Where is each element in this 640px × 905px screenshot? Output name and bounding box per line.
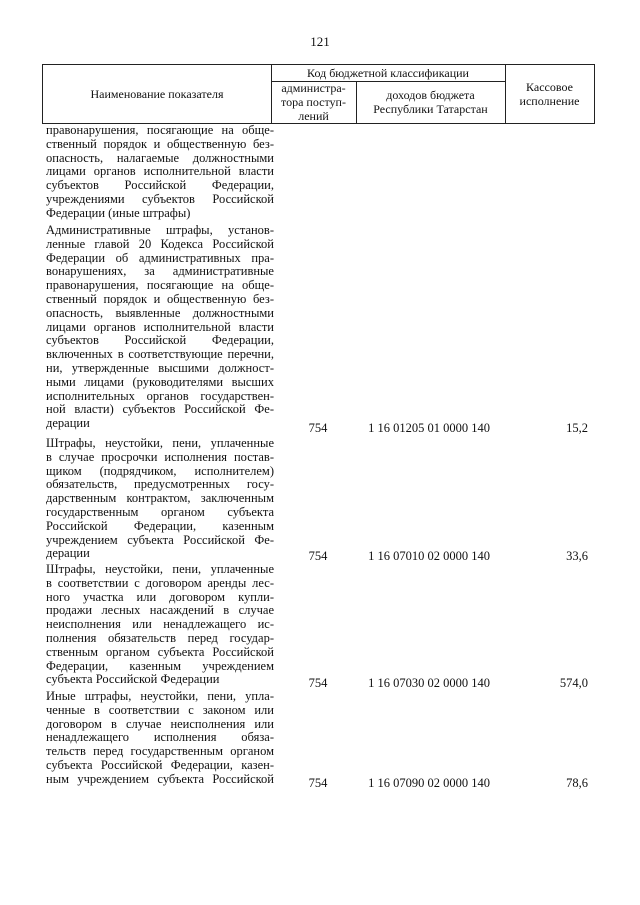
row-text-line: договором в случае неисполнения или (46, 716, 274, 731)
row-admin-code: 754 (308, 676, 328, 690)
row-text-line: Федерации (иные штрафы) (46, 205, 191, 220)
row-amount: 15,2 (566, 421, 588, 435)
row-text-line: продажи лесных насаждений в случае (46, 603, 274, 618)
header-admin-line2: тора поступ- (281, 95, 346, 109)
header-admin-line3: лений (298, 109, 329, 123)
row-income-code: 1 16 07090 02 0000 140 (368, 776, 490, 790)
header-cash-line1: Кассовое (526, 80, 573, 94)
row-text-line: ственный порядок и общественную без- (46, 136, 274, 151)
row-text-line: в случае просрочки исполнения постав- (46, 449, 274, 464)
header-name-column (43, 65, 271, 123)
row-text-line: исполнительных органов государствен- (46, 388, 274, 403)
row-text-line: государственным органом субъекта (46, 504, 274, 519)
row-admin-code: 754 (308, 421, 328, 435)
header-income-line2: Республики Татарстан (373, 102, 488, 116)
row-text-line: субъекта Российской Федерации (46, 672, 220, 687)
row-amount: 78,6 (566, 776, 588, 790)
row-text-line: Административные штрафы, установ- (46, 223, 274, 237)
row-text-line: ленные главой 20 Кодекса Российской (46, 236, 274, 251)
row-income-code: 1 16 07010 02 0000 140 (368, 549, 490, 563)
row-amount: 574,0 (559, 676, 588, 690)
header-name-label: Наименование показателя (90, 87, 224, 101)
row-text-line: субъекта Российской Федерации, казен- (46, 757, 274, 772)
row-text-line: ченные в соответствии с законом или (46, 702, 274, 717)
header-cash-line2: исполнение (519, 94, 580, 108)
row-text-line: обязательств, предусмотренных госу- (46, 477, 274, 492)
row-text-line: ственным органом субъекта Российской (46, 644, 274, 659)
row-admin-code: 754 (308, 549, 328, 563)
row-text-line: вонарушениях, за административные (46, 264, 274, 279)
row-text-line: ным учреждением субъекта Российской (46, 771, 274, 786)
row-text-line: дерации (46, 416, 90, 431)
row-amount: 33,6 (566, 549, 588, 563)
header-income-column (356, 81, 505, 123)
row-text-line: опасность, выявленные должностными (46, 305, 274, 320)
row-text-line: субъектов Российской Федерации, (46, 178, 274, 193)
table-row (46, 124, 274, 221)
row-text-line: Федерации, казенным учреждением (46, 658, 274, 673)
row-text-line: учреждениями субъектов Российской (46, 191, 274, 206)
row-text-line: Штрафы, неустойки, пени, уплаченные (46, 562, 274, 576)
row-text-line: субъектов Российской Федерации, (46, 333, 274, 348)
row-text-line: ной власти) субъектов Российской Фе- (46, 402, 274, 417)
row-text-line: Федерации об административных пра- (46, 250, 274, 265)
row-text-line: Иные штрафы, неустойки, пени, упла- (46, 689, 274, 703)
row-text-line: включенных в соответствующие перечни, (46, 347, 274, 362)
row-text-line: ни, утвержденные высшими должност- (46, 360, 274, 375)
table-row (46, 437, 274, 561)
row-text-line: полнения обязательств перед государ- (46, 630, 274, 645)
row-text-line: ного участка или договором купли- (46, 589, 274, 604)
row-income-code: 1 16 01205 01 0000 140 (368, 421, 490, 435)
page-number: 121 (310, 34, 330, 49)
row-text-line: щиком (подрядчиком, исполнителем) (46, 463, 274, 478)
table-row (46, 563, 274, 687)
row-income-code: 1 16 07030 02 0000 140 (368, 676, 490, 690)
row-text-line: учреждением субъекта Российской Фе- (46, 532, 274, 547)
row-text-line: дарственным контрактом, заключенным (46, 491, 274, 506)
row-text-line: тельств перед государственным органом (46, 744, 274, 759)
header-classification-group (271, 65, 505, 81)
row-text-line: опасность, налагаемые должностными (46, 150, 274, 165)
row-text-line: лицами органов исполнительной власти (46, 164, 274, 179)
header-admin-line1: администра- (281, 81, 346, 95)
table-row (46, 224, 274, 431)
row-text-line: ственный порядок и общественную без- (46, 291, 274, 306)
row-text-line: в соответствии с договором аренды лес- (46, 575, 274, 590)
table-header (42, 64, 595, 124)
row-text-line: ненадлежащего исполнения обяза- (46, 730, 274, 745)
header-cash-column (505, 65, 594, 123)
row-admin-code: 754 (308, 776, 328, 790)
row-text-line: неисполнения или ненадлежащего ис- (46, 617, 274, 632)
row-text-line: ными лицами (руководителями высших (46, 374, 274, 389)
header-group-label: Код бюджетной классификации (307, 66, 469, 80)
row-text-line: Штрафы, неустойки, пени, уплаченные (46, 436, 274, 450)
header-income-line1: доходов бюджета (386, 88, 475, 102)
row-text-line: лицами органов исполнительной власти (46, 319, 274, 334)
header-admin-column (271, 81, 356, 123)
table-row (46, 690, 274, 787)
row-text-line: Российской Федерации, казенным (46, 518, 274, 533)
row-text-line: правонарушения, посягающие на обще- (46, 123, 274, 137)
row-text-line: правонарушения, посягающие на обще- (46, 278, 274, 293)
row-text-line: дерации (46, 546, 90, 561)
